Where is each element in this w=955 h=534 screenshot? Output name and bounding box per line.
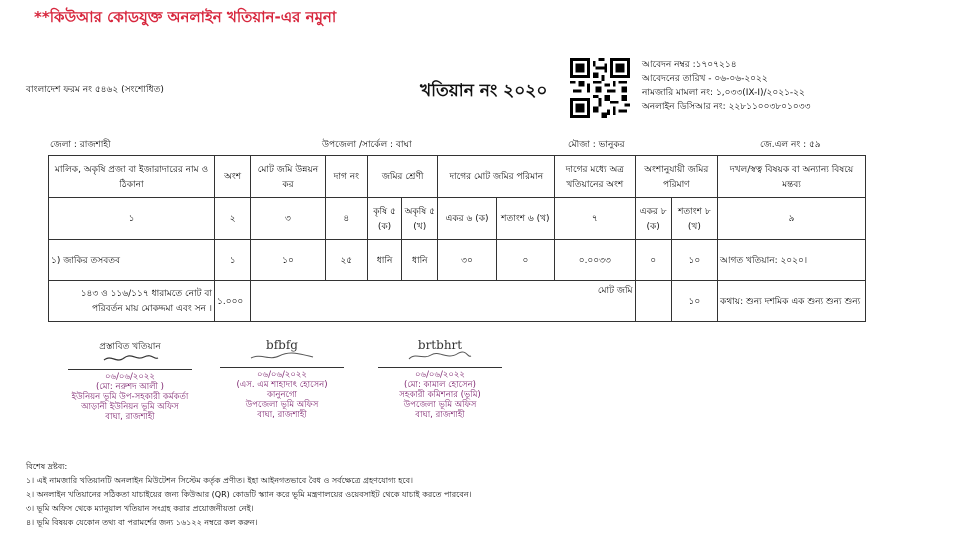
decimal-value: ০ (496, 240, 554, 281)
application-info (642, 58, 810, 114)
signatory-designation: কানুনগো (266, 390, 297, 400)
col-8a: একর ৮ (ক) (635, 198, 671, 240)
col-8b: শতাংশ ৮ (খ) (671, 198, 717, 240)
signature-date: ০৬/০৬/২০২২ (257, 370, 307, 380)
signature-date: ০৬/০৬/২০২২ (415, 370, 465, 380)
special-notes (26, 460, 471, 530)
note-item-3: ৩। ভূমি অফিস থেকে ম্যানুয়াল খতিয়ান সংগ্রহ করার প্রয়োজনীয়তা নেই। (26, 504, 254, 513)
signature-scrawl-icon (247, 350, 317, 362)
footer-acre-total (635, 281, 671, 322)
signature-block-3 (370, 340, 510, 420)
signatory-designation: ইউনিয়ন ভূমি উপ-সহকারী কর্মকর্তা (71, 392, 189, 402)
nonagri-value: ধানি (402, 240, 438, 281)
signatory-office: উপজেলা ভূমি অফিস (245, 400, 319, 410)
acre-value: ৩০ (438, 240, 496, 281)
application-number: আবেদন নম্বর :১৭০৭২১৪ (642, 60, 737, 70)
signature-date: ০৬/০৬/২০২২ (105, 372, 155, 382)
col-6b: শতাংশ ৬ (খ) (496, 198, 554, 240)
remarks-value: আগত খতিয়ান: ২০২০। (718, 240, 866, 281)
header-dag-area: দাগের মোট জমির পরিমান (438, 156, 555, 198)
jl-number: জে.এল নং : ৫৯ (760, 140, 821, 150)
col-7: ৭ (555, 198, 635, 240)
upazila: উপজেলা /সার্কেল : বাঘা (322, 140, 412, 150)
owner-name: ১) জাকির তসবতব (49, 240, 215, 281)
header-dag-share: দাগের মধ্যে অত্র খতিয়ানের অংশ (555, 156, 635, 198)
notes-heading: বিশেষ দ্রষ্টব্য: (26, 462, 68, 471)
signatory-name: (মো: কামাল হোসেন) (404, 380, 476, 390)
mouza: মৌজা : ভানুকর (568, 140, 625, 150)
signature-scribble: brtbhrt (417, 338, 463, 352)
khatian-table (48, 155, 866, 322)
signatory-name: (মো: নরুশদ আলী ) (95, 382, 164, 392)
signature-scrawl-icon (100, 352, 160, 364)
signature-block-1 (60, 342, 200, 422)
footer-total-label: মোট জমি (251, 281, 635, 322)
header-share: অংশ (215, 156, 251, 198)
signature-line (68, 369, 192, 370)
signature-line (220, 367, 344, 368)
signatory-place: বাঘা, রাজশাহী (415, 410, 465, 420)
footer-share-total: ১.০০০ (215, 281, 251, 322)
col-6a: একর ৬ (ক) (438, 198, 496, 240)
signature-block-2 (212, 340, 352, 420)
note-item-2: ২। অনলাইন খতিয়ানের সঠিকতা যাচাইয়ের জন্য কিউআর (QR) কোডটি স্ক্যান করে ভূমি মন্ত্রণালয়ের ওয়েবসাইট থেকে যাচাই করতে পারবেন। (26, 490, 472, 499)
signatory-designation: সহকারী কমিশনার (ভূমি) (399, 390, 481, 400)
note-item-1: ১। এই নামজারি খতিয়ানটি অনলাইন মিউটেশন সিস্টেম কর্তৃক প্রণীত। ইহা আইনগতভাবে বৈধ ও সর্বক্ষেত্রে গ্রহণযোগ্য হবে। (26, 476, 413, 485)
signatory-office: আড়ানী ইউনিয়ন ভূমি অফিস (81, 402, 179, 412)
signatory-place: বাঘা, রাজশাহী (105, 412, 155, 422)
col-3: ৩ (251, 198, 325, 240)
footer-amount-words: কথায়: শুন্য দশমিক এক শুন্য শুন্য শুন্য (718, 281, 866, 322)
col-9: ৯ (718, 198, 866, 240)
col-4: ৪ (325, 198, 367, 240)
district: জেলা : রাজশাহী (50, 140, 111, 150)
header-share-area: অংশানুযায়ী জমির পরিমাণ (635, 156, 718, 198)
qr-code-icon (570, 58, 630, 118)
share-acre-value: ০ (635, 240, 671, 281)
header-rent: মোট জমি উন্নয়ন কর (251, 156, 325, 198)
header-row (49, 156, 866, 198)
rent-value: ১০ (251, 240, 325, 281)
note-item-4: ৪। ভূমি বিষয়ক যেকোন তথ্য বা পরামর্শের জন্য ১৬১২২ নম্বরে কল করুন। (26, 518, 258, 527)
col-2: ২ (215, 198, 251, 240)
mutation-case-number: নামজারি মামলা নং: ১,০৩৩(IX-I)/২০২১-২২ (642, 88, 805, 98)
signatory-place: বাঘা, রাজশাহী (257, 410, 307, 420)
signature-line (378, 367, 502, 368)
online-dcr-number: অনলাইন ডিসিআর নং: ২২৮১১০০৩৮০১০৩৩ (642, 102, 811, 112)
footer-note: ১৪৩ ও ১১৬/১১৭ ধারামতে নোট বা পরিবর্তন মায় মোকদ্দমা এবং সন । (49, 281, 215, 322)
column-number-row (49, 198, 866, 240)
header-owner: মালিক, অকৃষি প্রজা বা ইজারাদারের নাম ও ঠিকানা (49, 156, 215, 198)
signature-scrawl-icon (405, 350, 475, 362)
sample-banner: **কিউআর কোডযুক্ত অনলাইন খতিয়ান-এর নমুনা (34, 8, 337, 26)
footer-row (49, 281, 866, 322)
table-row (49, 240, 866, 281)
share-value: ১ (215, 240, 251, 281)
share-decimal-value: ১০ (671, 240, 717, 281)
signatory-name: (এস. এম শাহাদাৎ হোসেন) (236, 380, 328, 390)
signatory-office: উপজেলা ভূমি অফিস (403, 400, 477, 410)
header-land-class: জমির শ্রেণী (367, 156, 437, 198)
signature-role: প্রস্তাবিত খতিয়ান (99, 342, 161, 352)
col-1: ১ (49, 198, 215, 240)
form-number: বাংলাদেশ ফরম নং ৫৪৬২ (সংশোধিত) (26, 85, 164, 95)
header-dag: দাগ নং (325, 156, 367, 198)
col-5a: কৃষি ৫ (ক) (367, 198, 401, 240)
footer-decimal-total: ১০ (671, 281, 717, 322)
agri-value: ধানি (367, 240, 401, 281)
application-date: আবেদনের তারিখ - ০৬-০৬-২০২২ (642, 74, 768, 84)
col-5b: অকৃষি ৫ (খ) (402, 198, 438, 240)
signature-scribble: bfbfg (266, 338, 298, 352)
khatian-title: খতিয়ান নং ২০২০ (420, 81, 548, 101)
dag-value: ২৫ (325, 240, 367, 281)
dag-share-value: ০.০০৩৩ (555, 240, 635, 281)
header-remarks: দখল/স্বত্ব বিষয়ক বা অন্যান্য বিষয়ে মন্তব্য (718, 156, 866, 198)
